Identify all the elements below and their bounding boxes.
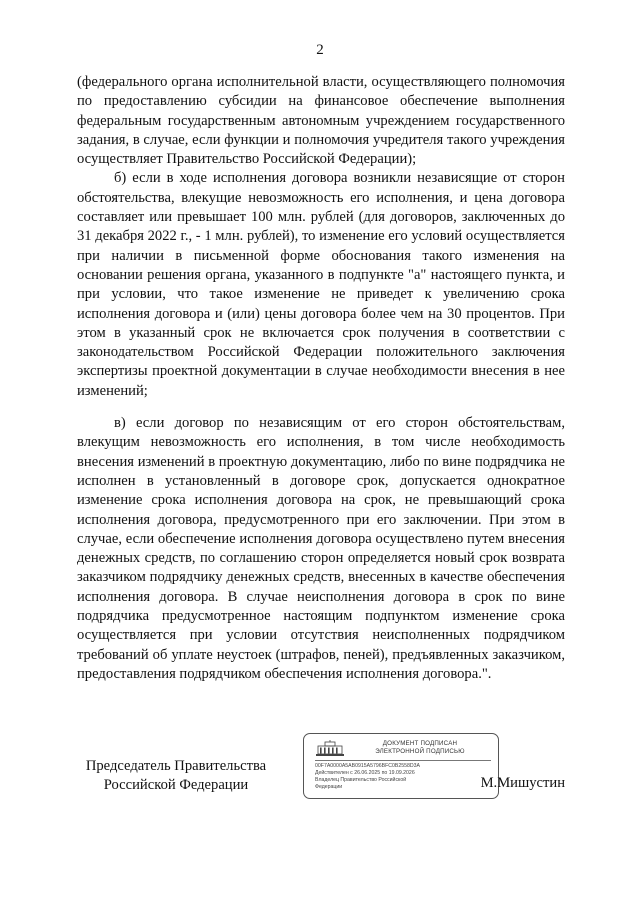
signer-name: М.Мишустин	[480, 775, 565, 791]
stamp-certificate: 00F7A0000A5AB0915A5796BFC0B2558D3A	[315, 763, 420, 769]
document-body	[77, 73, 565, 684]
paragraph-subitem-v: в) если договор по независящим от его сторон обстоятельствам, влекущим невозможность его исполнения, в том числе необходимость внесения изменений в проектную документацию, либо по вине подрядчика не исполнен в установленный в договоре срок, допускается однократное изменение срока исполнения договора на срок, не превышающий срока исполнения договора, предусмотренного при его заключении. При этом в случае, если обеспечение исполнения договора осуществлено путем внесения денежных средств, по соглашению сторон определяется новый срок возврата заказчиком подрядчику денежных средств, внесенных в качестве обеспечения исполнения договора. В случае неисполнения договора в срок по вине подрядчика предусмотренное настоящим подпунктом изменение срока осуществляется при условии отсутствия неисполненных подрядчиком требований об уплате неустоек (штрафов, пеней), предъявленных заказчиком, предоставления подрядчиком обеспечения исполнения договора.".	[77, 415, 565, 682]
page-number: 2	[316, 42, 324, 58]
government-building-icon	[315, 740, 345, 757]
stamp-header	[348, 740, 492, 756]
stamp-owner-line1: Владелец Правительство Российской	[315, 777, 407, 783]
signer-title-line2: Российской Федерации	[103, 777, 249, 793]
stamp-header-line2: ЭЛЕКТРОННОЙ ПОДПИСЬЮ	[375, 748, 465, 755]
signer-title	[77, 757, 275, 795]
stamp-details	[315, 763, 495, 791]
stamp-header-line1: ДОКУМЕНТ ПОДПИСАН	[382, 740, 458, 747]
signer-title-line1: Председатель Правительства	[85, 758, 267, 774]
paragraph-subitem-b: б) если в ходе исполнения договора возникли независящие от сторон обстоятельства, влекущие невозможность его исполнения, и цена договора составляет или превышает 100 млн. рублей (для договоров, заключенных до 31 декабря 2022 г., - 1 млн. рублей), то изменение его условий осуществляется при наличии в письменной форме обоснования такого изменения на основании решения органа, указанного в подпункте "а" настоящего пункта, и при условии, что такое изменение не приведет к увеличению срока исполнения договора и (или) цены договора более чем на 30 процентов. При этом в указанный срок не включается срок получения в соответствии с законодательством Российской Федерации положительного заключения экспертизы проектной документации в случае необходимости внесения в нее изменений;	[77, 170, 565, 399]
stamp-divider	[315, 760, 491, 761]
electronic-signature-stamp	[303, 733, 499, 799]
paragraph-continuation: (федерального органа исполнительной власти, осуществляющего полномочия по предоставлению субсидии на финансовое обеспечение выполнения федеральным государственным автономным учреждением государственного задания, в случае, если функции и полномочия учредителя такого учреждения осуществляет Правительство Российской Федерации);	[77, 74, 565, 168]
stamp-owner-line2: Федерации	[315, 784, 343, 790]
signature-block	[77, 733, 565, 805]
stamp-validity: Действителен с 26.06.2025 по 19.09.2026	[315, 770, 415, 776]
